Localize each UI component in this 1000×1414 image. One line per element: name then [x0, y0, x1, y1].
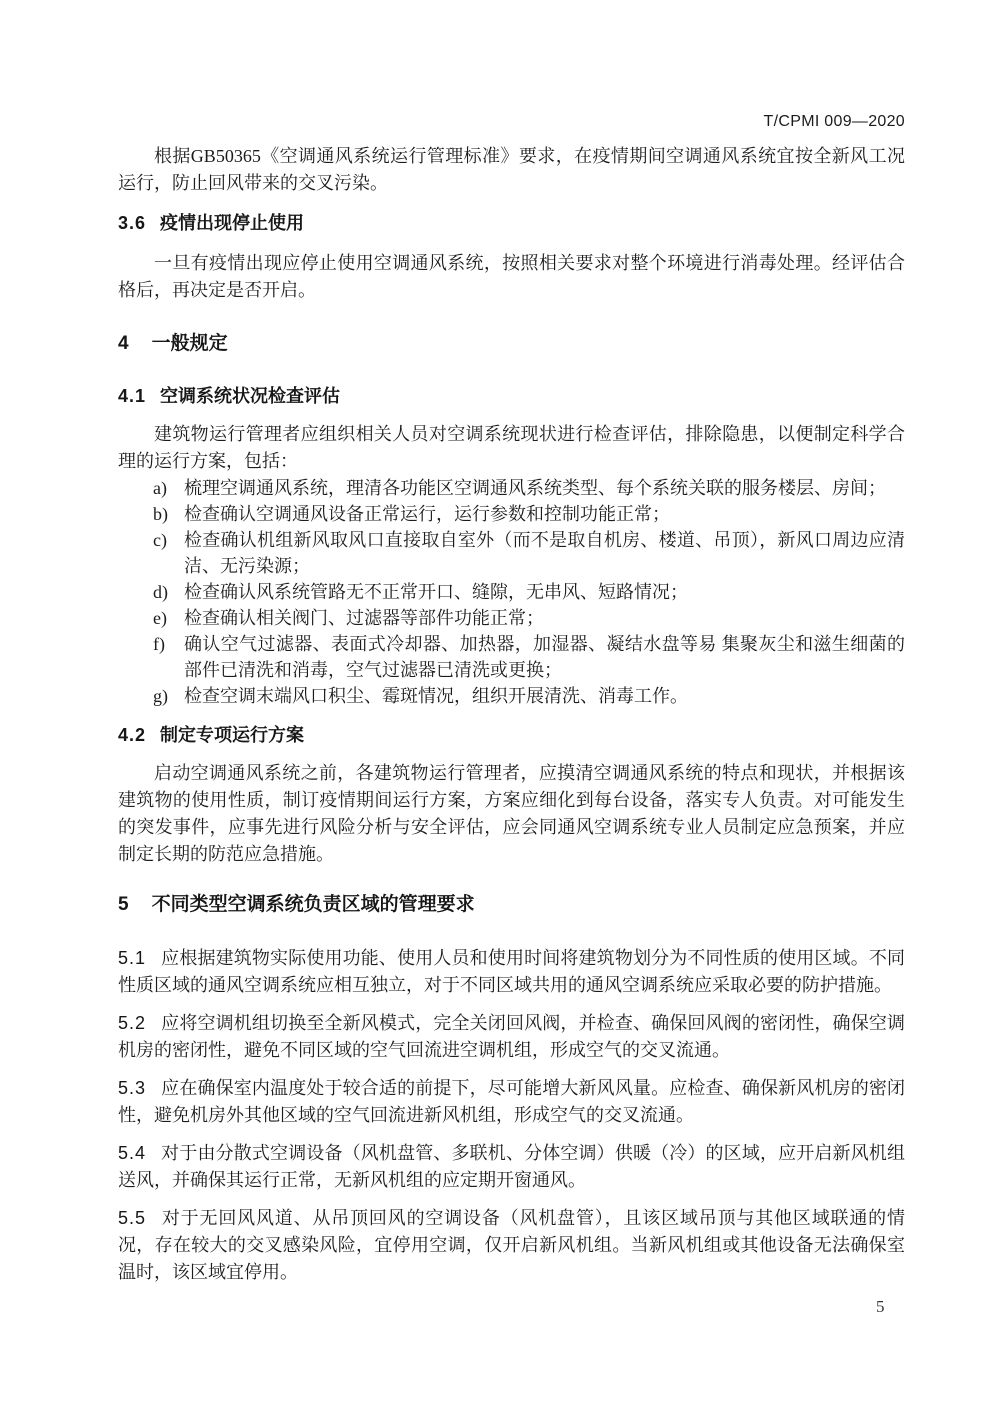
page-content: [118, 0, 905, 1286]
heading-chapter-5: [118, 891, 905, 918]
heading-number: 3.6: [118, 213, 147, 233]
list-item-marker: g): [153, 686, 168, 706]
list-item: [118, 605, 905, 631]
clause-5-2: [118, 1010, 905, 1064]
list-item: [118, 683, 905, 709]
clause-5-3: [118, 1075, 905, 1129]
running-header-doc-code: T/CPMI 009—2020: [763, 113, 905, 130]
clause-text: 应将空调机组切换至全新风模式，完全关闭回风阀，并检查、确保回风阀的密闭性，确保空调机房的密闭性，避免不同区域的空气回流进空调机组，形成空气的交叉流通。: [118, 1013, 905, 1060]
heading-section-4-2: [118, 722, 905, 749]
list-item-text: 检查确认相关阀门、过滤器等部件功能正常；: [184, 608, 544, 628]
list-item: [118, 475, 905, 501]
heading-number: 4: [118, 333, 130, 354]
list-item-marker: f): [153, 634, 165, 654]
list-item-text: 梳理空调通风系统，理清各功能区空调通风系统类型、每个系统关联的服务楼层、房间；: [184, 478, 886, 498]
clause-5-5: [118, 1205, 905, 1286]
list-item: [118, 631, 905, 683]
heading-title: 不同类型空调系统负责区域的管理要求: [151, 894, 475, 915]
clause-5-4: [118, 1140, 905, 1194]
list-item-text: 检查确认空调通风设备正常运行，运行参数和控制功能正常；: [184, 504, 670, 524]
list-item: [118, 527, 905, 579]
clause-number: 5.3: [118, 1078, 147, 1098]
list-item-text: 检查空调末端风口积尘、霉斑情况，组织开展清洗、消毒工作。: [184, 686, 688, 706]
paragraph-intro: 根据GB50365《空调通风系统运行管理标准》要求，在疫情期间空调通风系统宜按全新风工况运行，防止回风带来的交叉污染。: [118, 146, 905, 193]
heading-section-4-1: [118, 383, 905, 410]
paragraph-section-3-6: 一旦有疫情出现应停止使用空调通风系统，按照相关要求对整个环境进行消毒处理。经评估合格后，再决定是否开启。: [118, 253, 905, 300]
paragraph-section-4-1: 建筑物运行管理者应组织相关人员对空调系统现状进行检查评估，排除隐患，以便制定科学合理的运行方案，包括：: [118, 424, 905, 471]
clause-text: 对于由分散式空调设备（风机盘管、多联机、分体空调）供暖（冷）的区域，应开启新风机组送风，并确保其运行正常，无新风机组的应定期开窗通风。: [118, 1143, 905, 1190]
heading-chapter-4: [118, 330, 905, 357]
list-item-marker: d): [153, 582, 168, 602]
heading-number: 5: [118, 894, 130, 915]
list-item-marker: c): [153, 530, 167, 550]
clause-number: 5.1: [118, 948, 147, 968]
heading-title: 一般规定: [151, 333, 228, 354]
heading-title: 疫情出现停止使用: [160, 213, 305, 233]
paragraph-section-4-2: 启动空调通风系统之前，各建筑物运行管理者，应摸清空调通风系统的特点和现状，并根据该建筑物的使用性质，制订疫情期间运行方案，方案应细化到每台设备，落实专人负责。对可能发生的突发事件，应事先进行风险分析与安全评估，应会同通风空调系统专业人员制定应急预案，并应制定长期的防范应急措施。: [118, 763, 905, 864]
page-number: 5: [876, 1297, 885, 1316]
heading-section-3-6: [118, 210, 905, 237]
list-item: [118, 501, 905, 527]
list-item-text: 检查确认风系统管路无不正常开口、缝隙，无串风、短路情况；: [184, 582, 688, 602]
list-item-marker: e): [153, 608, 167, 628]
clause-text: 应根据建筑物实际使用功能、使用人员和使用时间将建筑物划分为不同性质的使用区域。不同性质区域的通风空调系统应相互独立，对于不同区域共用的通风空调系统应采取必要的防护措施。: [118, 948, 905, 995]
clause-number: 5.5: [118, 1208, 147, 1228]
heading-number: 4.1: [118, 386, 147, 406]
heading-title: 空调系统状况检查评估: [160, 386, 341, 406]
clause-5-1: [118, 945, 905, 999]
heading-title: 制定专项运行方案: [160, 725, 305, 745]
clause-text: 应在确保室内温度处于较合适的前提下，尽可能增大新风风量。应检查、确保新风机房的密闭性，避免机房外其他区域的空气回流进新风机组，形成空气的交叉流通。: [118, 1078, 905, 1125]
list-item-text: 确认空气过滤器、表面式冷却器、加热器，加湿器、凝结水盘等易 集聚灰尘和滋生细菌的部件已清洗和消毒，空气过滤器已清洗或更换；: [184, 634, 905, 680]
list-item-marker: a): [153, 478, 167, 498]
list-item: [118, 579, 905, 605]
list-item-marker: b): [153, 504, 168, 524]
clause-number: 5.4: [118, 1143, 147, 1163]
heading-number: 4.2: [118, 725, 147, 745]
clause-text: 对于无回风风道、从吊顶回风的空调设备（风机盘管），且该区域吊顶与其他区域联通的情况，存在较大的交叉感染风险，宜停用空调，仅开启新风机组。当新风机组或其他设备无法确保室温时，该区域宜停用。: [118, 1208, 905, 1282]
checklist-items: [118, 475, 905, 709]
clause-number: 5.2: [118, 1013, 147, 1033]
chapter-5-clauses: [118, 945, 905, 1286]
list-item-text: 检查确认机组新风取风口直接取自室外（而不是取自机房、楼道、吊顶），新风口周边应清洁、无污染源；: [184, 530, 905, 576]
